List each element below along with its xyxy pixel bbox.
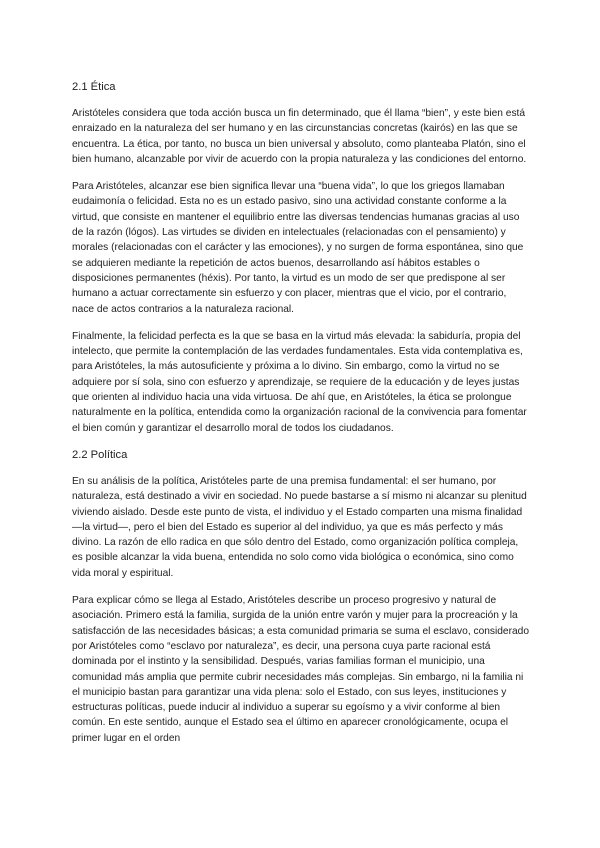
section-heading-politica: 2.2 Política xyxy=(72,448,128,461)
paragraph: En su análisis de la política, Aristóteles parte de una premisa fundamental: el ser humano, por naturaleza, está destinado a vivir en sociedad. No puede bastarse a sí mismo ni alcanzar su plenitud viviendo aislado. Desde este punto de vista, el individuo y el Estado comparten una misma finalidad —la virtud—, pero el bien del Estado es superior al del individuo, ya que es más perfecto y más divino. La razón de ello radica en que sólo dentro del Estado, como organización política compleja, es posible alcanzar la vida buena, entendida no solo como vida biológica o económica, sino como vida moral y espiritual. xyxy=(72,475,527,579)
paragraph: Aristóteles considera que toda acción busca un fin determinado, que él llama “bien”, y este bien está enraizado en la naturaleza del ser humano y en las circunstancias concretas (kairós) en las que se encuentra. La ética, por tanto, no busca un bien universal y absoluto, como planteaba Platón, sino el bien humano, alcanzable por vivir de acuerdo con la propia naturaleza y las condiciones del entorno. xyxy=(72,108,527,165)
paragraph: Para explicar cómo se llega al Estado, Aristóteles describe un proceso progresivo y natural de asociación. Primero está la familia, surgida de la unión entre varón y mujer para la procreación y la satisfacción de las necesidades básicas; a esta comunidad primaria se suma el esclavo, considerado por Aristóteles como “esclavo por naturaleza”, es decir, una persona cuya parte racional está dominada por el instinto y la sensibilidad. Después, varias familias forman el municipio, una comunidad más amplia que permite cubrir necesidades más complejas. Sin embargo, ni la familia ni el municipio bastan para garantizar una vida plena: solo el Estado, con sus leyes, instituciones y estructuras políticas, puede inducir al individuo a superar su egoísmo y a vivir conforme al bien común. En este sentido, aunque el Estado sea el último en aparecer cronológicamente, ocupa el primer lugar en el orden xyxy=(72,595,529,744)
section-heading-etica: 2.1 Ética xyxy=(72,81,116,93)
paragraph: Finalmente, la felicidad perfecta es la que se basa en la virtud más elevada: la sabiduría, propia del intelecto, que permite la contemplación de las verdades fundamentales. Esta vida contemplativa es, para Aristóteles, la más autosuficiente y próxima a lo divino. Sin embargo, como la virtud no se adquiere por sí sola, sino con esfuerzo y aprendizaje, se requiere de la educación y de leyes justas que orienten al individuo hacia una vida virtuosa. De ahí que, en Aristóteles, la ética se prolongue naturalmente en la política, entendida como la organización racional de la convivencia para fomentar el bien común y garantizar el desarrollo moral de todos los ciudadanos. xyxy=(72,330,527,434)
paragraph: Para Aristóteles, alcanzar ese bien significa llevar una “buena vida”, lo que los griegos llamaban eudaimonía o felicidad. Esta no es un estado pasivo, sino una actividad constante conforme a la virtud, que consiste en mantener el equilibrio entre las diversas tendencias humanas gracias al uso de la razón (lógos). Las virtudes se dividen en intelectuales (relacionadas con el pensamiento) y morales (relacionadas con el carácter y las emociones), y no surgen de forma espontánea, sino que se adquieren mediante la repetición de actos buenos, desarrollando así hábitos estables o disposiciones permanentes (héxis). Por tanto, la virtud es un modo de ser que predispone al ser humano a actuar correctamente sin esfuerzo y con placer, mientras que el vicio, por el contrario, nace de actos contrarios a la naturaleza racional. xyxy=(72,181,524,315)
